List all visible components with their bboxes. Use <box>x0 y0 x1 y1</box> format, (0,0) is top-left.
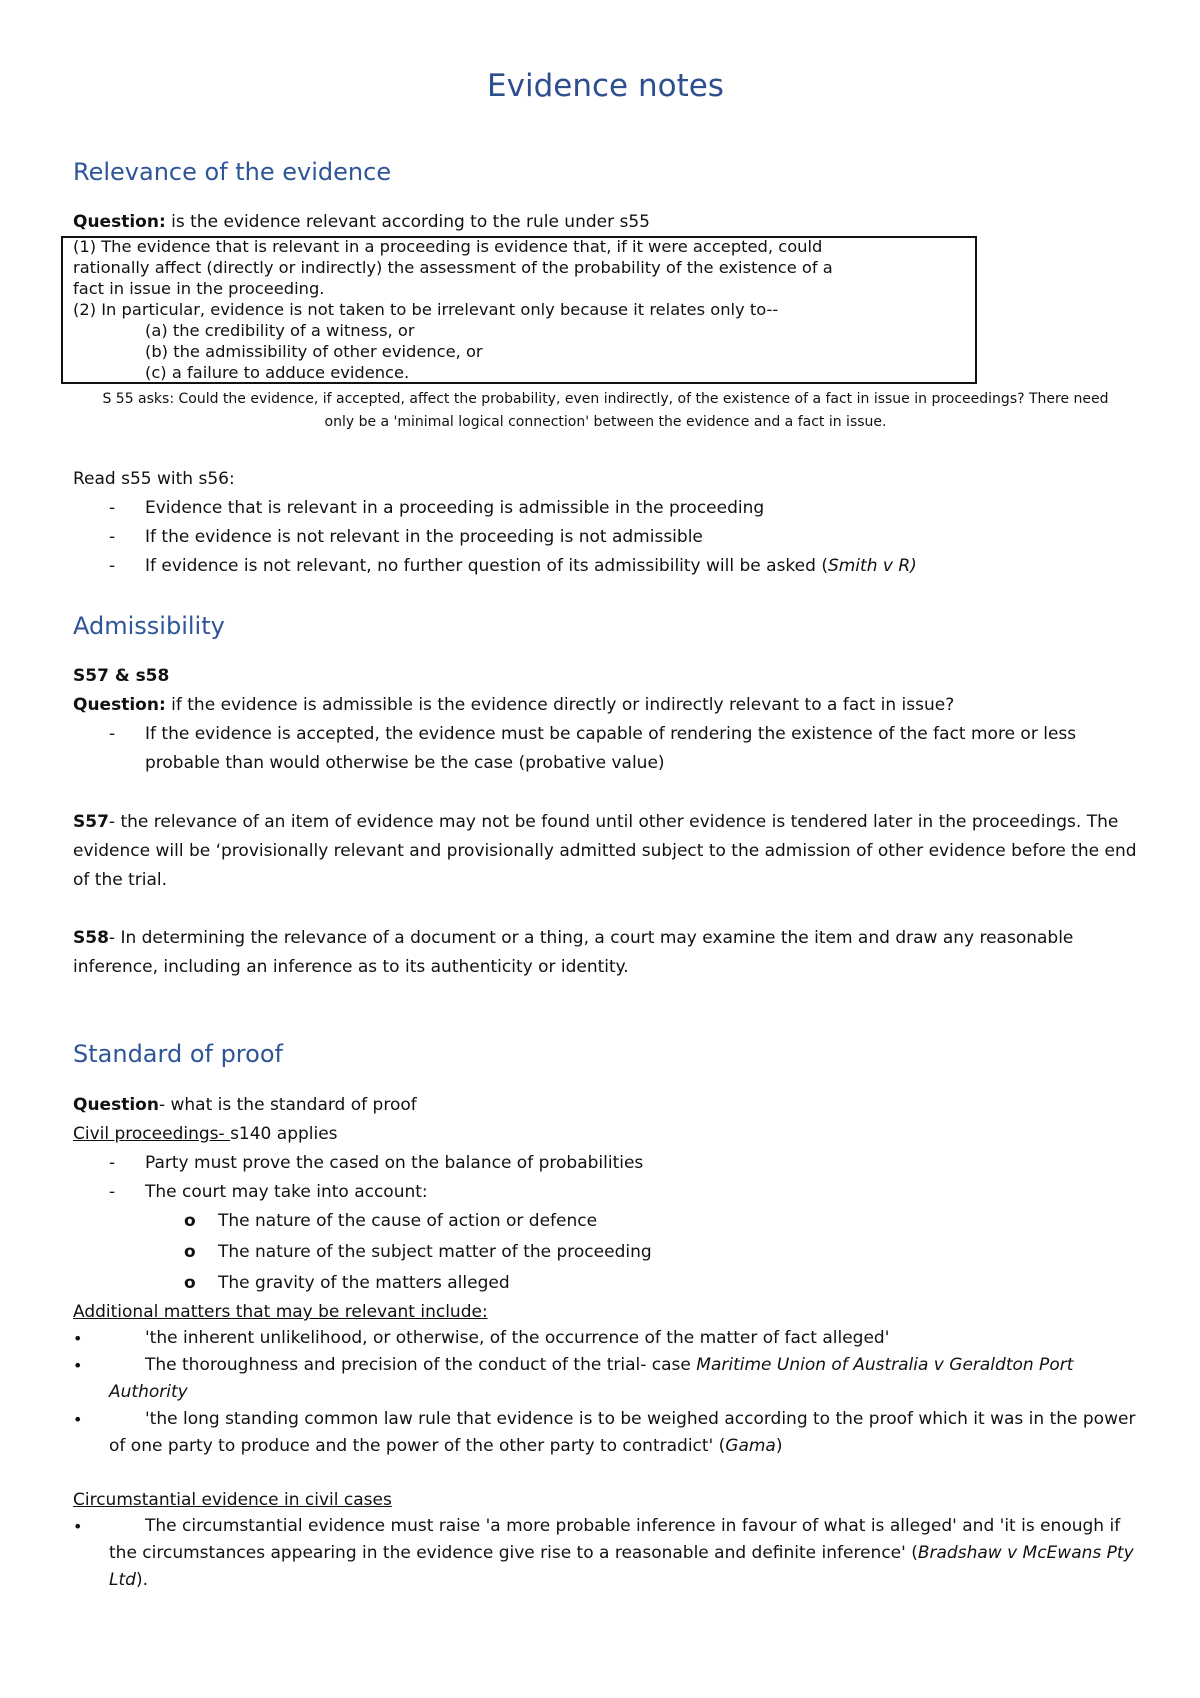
dot-item-end: ). <box>135 1570 148 1590</box>
document-title: Evidence notes <box>487 68 724 104</box>
s58-paragraph <box>73 924 1138 982</box>
dash-bullet: - <box>109 724 116 744</box>
relevance-question <box>73 212 650 232</box>
o-bullet: o <box>184 1273 196 1293</box>
civil-label: Civil proceedings- <box>73 1124 231 1144</box>
list-item: The court may take into account: <box>145 1182 428 1202</box>
list-item <box>145 556 917 576</box>
dot-bullet: • <box>73 1329 83 1348</box>
dot-item <box>109 1513 1139 1594</box>
s58-label: S58 <box>73 928 109 948</box>
circumstantial-label: Circumstantial evidence in civil cases <box>73 1490 392 1510</box>
dot-item <box>109 1406 1139 1460</box>
sub-list-item: The nature of the cause of action or defence <box>218 1211 598 1231</box>
sub-list-item: The nature of the subject matter of the proceeding <box>218 1242 652 1262</box>
dash-bullet: - <box>109 1182 116 1202</box>
dot-item-end: ) <box>775 1436 783 1456</box>
list-item-continued: probable than would otherwise be the case (probative value) <box>145 753 665 773</box>
s55-quote-line: (1) The evidence that is relevant in a proceeding is evidence that, if it were accepted, could <box>73 237 823 256</box>
list-item: Party must prove the cased on the balance of probabilities <box>145 1153 644 1173</box>
question-label: Question: <box>73 695 166 715</box>
s58-text: - In determining the relevance of a document or a thing, a court may examine the item and draw any reasonable inference, including an inference as to its authenticity or identity. <box>73 928 1074 977</box>
dot-item <box>109 1352 1139 1406</box>
question-label: Question <box>73 1095 159 1115</box>
read-with-label: Read s55 with s56: <box>73 469 235 489</box>
question-text: - what is the standard of proof <box>158 1095 417 1115</box>
s55-quote-line: (b) the admissibility of other evidence, or <box>145 342 483 361</box>
question-text: is the evidence relevant according to the rule under s55 <box>165 212 650 232</box>
dash-bullet: - <box>109 1153 116 1173</box>
case-name: Gama <box>725 1436 776 1456</box>
dot-item-text: 'the inherent unlikelihood, or otherwise, of the occurrence of the matter of fact alleged' <box>145 1328 890 1348</box>
dot-item <box>109 1325 1139 1352</box>
s57-label: S57 <box>73 812 109 832</box>
s57-paragraph <box>73 808 1138 895</box>
civil-proceedings <box>73 1124 338 1144</box>
case-name: Bradshaw v McEwans Pty Ltd <box>109 1543 1134 1590</box>
s55-quote-line: (a) the credibility of a witness, or <box>145 321 415 340</box>
o-bullet: o <box>184 1211 196 1231</box>
s57-text: - the relevance of an item of evidence may not be found until other evidence is tendered later in the proceedings. The evidence will be ‘provisionally relevant and provisionally admitted subject to the admission of other evidence before the end of the trial. <box>73 812 1137 890</box>
dot-item-text: The thoroughness and precision of the conduct of the trial- case <box>145 1355 697 1375</box>
s55-note-line: only be a 'minimal logical connection' between the evidence and a fact in issue. <box>324 414 887 430</box>
additional-matters-label: Additional matters that may be relevant include: <box>73 1302 488 1322</box>
s55-note <box>73 388 1138 434</box>
list-item: Evidence that is relevant in a proceeding is admissible in the proceeding <box>145 498 765 518</box>
dot-item-text: The circumstantial evidence must raise 'a more probable inference in favour of what is alleged' and 'it is enough if the circumstances appearing in the evidence give rise to a reasonable and definite inference' ( <box>109 1516 1121 1563</box>
list-item-text: If evidence is not relevant, no further question of its admissibility will be asked ( <box>145 556 828 576</box>
s55-note-line: S 55 asks: Could the evidence, if accepted, affect the probability, even indirectly, of the existence of a fact in issue in proceedings? There need <box>102 391 1109 407</box>
s55-quote-line: fact in issue in the proceeding. <box>73 279 325 298</box>
s55-quote-line: (c) a failure to adduce evidence. <box>145 363 410 382</box>
standard-question <box>73 1095 417 1115</box>
s55-quote-line: rationally affect (directly or indirectly) the assessment of the probability of the existence of a <box>73 258 833 277</box>
heading-relevance: Relevance of the evidence <box>73 158 392 186</box>
question-text: if the evidence is admissible is the evidence directly or indirectly relevant to a fact in issue? <box>165 695 955 715</box>
sub-list-item: The gravity of the matters alleged <box>218 1273 510 1293</box>
list-item: If the evidence is accepted, the evidence must be capable of rendering the existence of the fact more or less <box>145 724 1077 744</box>
question-label: Question: <box>73 212 166 232</box>
heading-standard-of-proof: Standard of proof <box>73 1040 283 1068</box>
civil-text: s140 applies <box>230 1124 338 1144</box>
dash-bullet: - <box>109 556 116 576</box>
dot-bullet: • <box>73 1410 83 1429</box>
dot-bullet: • <box>73 1517 83 1536</box>
sections-text: S57 & s58 <box>73 666 170 686</box>
heading-admissibility: Admissibility <box>73 612 225 640</box>
o-bullet: o <box>184 1242 196 1262</box>
admissibility-question <box>73 695 954 715</box>
dash-bullet: - <box>109 498 116 518</box>
case-name: Smith v R) <box>827 556 917 576</box>
dot-bullet: • <box>73 1356 83 1375</box>
sections-label <box>73 666 169 686</box>
dot-item-text: 'the long standing common law rule that evidence is to be weighed according to the proof which it was in the power of one party to produce and the power of the other party to contradict' ( <box>109 1409 1136 1456</box>
s55-quote-line: (2) In particular, evidence is not taken to be irrelevant only because it relates only to-- <box>73 300 779 319</box>
dash-bullet: - <box>109 527 116 547</box>
case-name: Maritime Union of Australia v Geraldton Port Authority <box>109 1355 1074 1402</box>
list-item: If the evidence is not relevant in the proceeding is not admissible <box>145 527 703 547</box>
